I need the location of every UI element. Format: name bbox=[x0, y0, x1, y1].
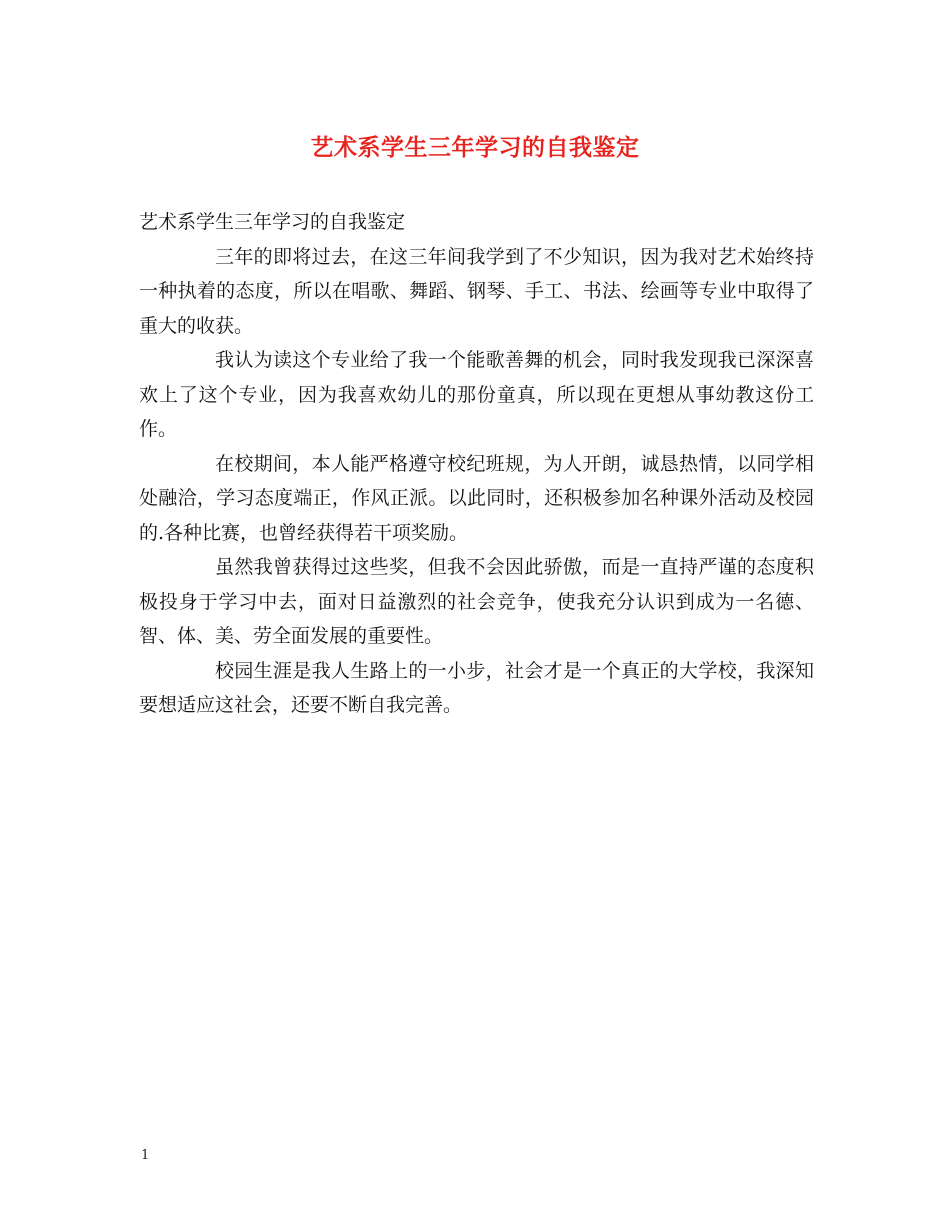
document-body bbox=[139, 205, 814, 723]
paragraph-1: 三年的即将过去，在这三年间我学到了不少知识，因为我对艺术始终持一种执着的态度，所以在唱歌、舞蹈、钢琴、手工、书法、绘画等专业中取得了重大的收获。 bbox=[139, 245, 814, 337]
paragraph-3: 在校期间，本人能严格遵守校纪班规，为人开朗，诚恳热情，以同学相处融洽，学习态度端正，作风正派。以此同时，还积极参加名种课外活动及校园的.各种比赛，也曾经获得若干项奖励。 bbox=[139, 452, 814, 544]
document-title: 艺术系学生三年学习的自我鉴定 bbox=[310, 134, 640, 161]
paragraph-5: 校园生涯是我人生路上的一小步，社会才是一个真正的大学校，我深知要想适应这社会，还要不断自我完善。 bbox=[139, 659, 814, 716]
paragraph-4: 虽然我曾获得过这些奖，但我不会因此骄傲，而是一直持严谨的态度积极投身于学习中去，面对日益激烈的社会竞争，使我充分认识到成为一名德、智、体、美、劳全面发展的重要性。 bbox=[139, 556, 814, 647]
paragraph-2: 我认为读这个专业给了我一个能歌善舞的机会，同时我发现我已深深喜欢上了这个专业，因为我喜欢幼儿的那份童真，所以现在更想从事幼教这份工作。 bbox=[139, 349, 814, 440]
page-number: 1 bbox=[141, 1148, 150, 1163]
document-subtitle: 艺术系学生三年学习的自我鉴定 bbox=[139, 211, 406, 233]
